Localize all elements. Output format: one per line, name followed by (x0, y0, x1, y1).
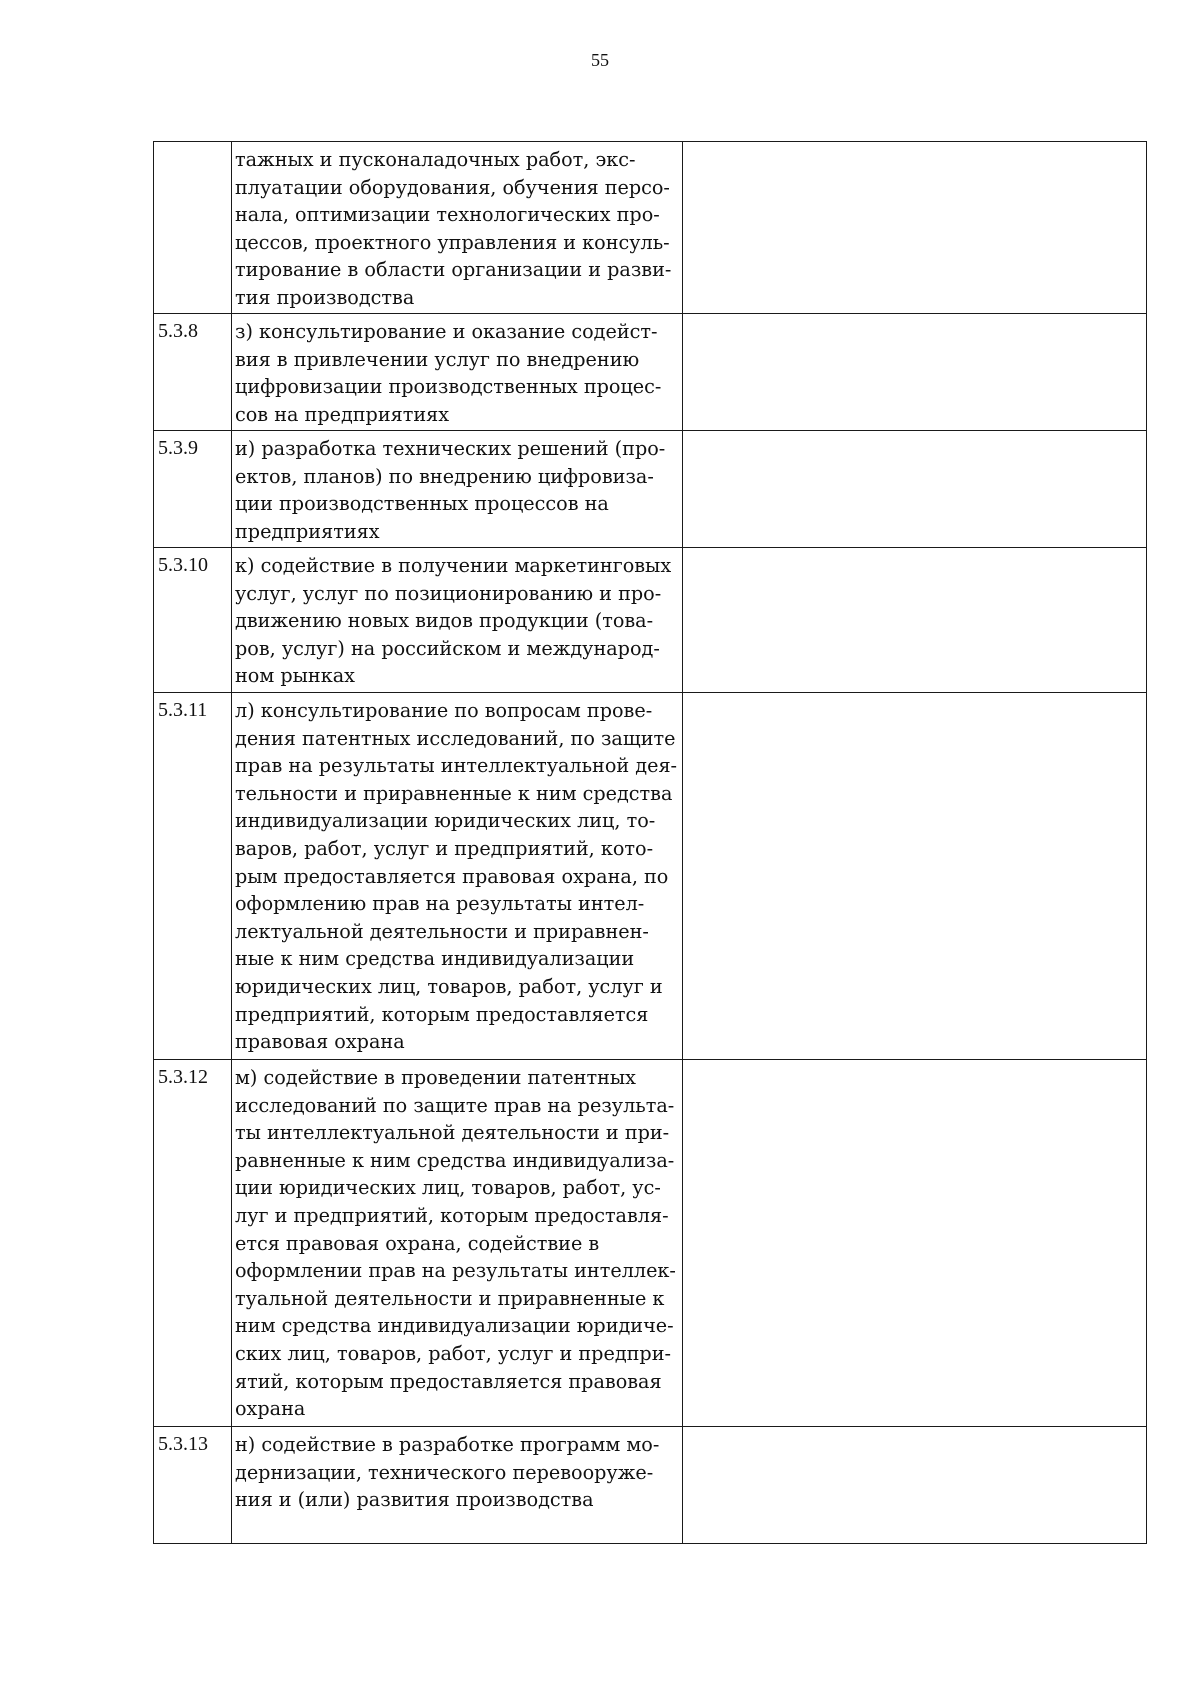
empty-cell (683, 142, 1147, 314)
item-number: 5.3.13 (154, 1427, 232, 1544)
table-row (154, 314, 1147, 431)
item-number: 5.3.9 (154, 431, 232, 548)
description-line: охрана (235, 1397, 306, 1421)
description-line: сов на предприятиях (235, 402, 450, 426)
table-row (154, 142, 1147, 314)
description-line: тия производства (235, 285, 415, 309)
item-description (232, 1427, 683, 1544)
table-body (154, 142, 1147, 1544)
table-row (154, 693, 1147, 1060)
description-line: ских лиц, товаров, работ, услуг и предпри- (235, 1341, 671, 1365)
item-number: 5.3.8 (154, 314, 232, 431)
services-table (153, 141, 1147, 1544)
description-line: з) консультирование и оказание содейст- (235, 320, 658, 343)
page-number: 55 (591, 50, 609, 70)
description-line: исследований по защите прав на результа- (235, 1093, 675, 1117)
item-description (232, 142, 683, 314)
description-line: ров, услуг) на российском и международ- (235, 636, 660, 660)
item-description (232, 431, 683, 548)
description-line: дения патентных исследований, по защите (235, 726, 676, 750)
description-line: ним средства индивидуализации юридиче- (235, 1314, 674, 1338)
description-line: правовая охрана (235, 1030, 405, 1054)
description-line: ется правовая охрана, содействие в (235, 1231, 600, 1255)
empty-cell (683, 431, 1147, 548)
description-line: ектов, планов) по внедрению цифровиза- (235, 464, 654, 488)
item-description (232, 1060, 683, 1427)
description-line: лектуальной деятельности и приравнен- (235, 919, 649, 943)
description-line: н) содействие в разработке программ мо- (235, 1433, 660, 1456)
description-line: оформлении прав на результаты интеллек- (235, 1259, 676, 1283)
empty-cell (683, 693, 1147, 1060)
item-number: 5.3.11 (154, 693, 232, 1060)
table-row (154, 1427, 1147, 1544)
description-line: и) разработка технических решений (про- (235, 437, 666, 460)
description-line: рым предоставляется правовая охрана, по (235, 864, 669, 888)
table-row (154, 431, 1147, 548)
description-line: предприятиях (235, 519, 380, 543)
description-line: к) содействие в получении маркетинговых (235, 554, 672, 577)
description-line: цифровизации производственных процес- (235, 375, 662, 399)
description-line: тельности и приравненные к ним средства (235, 781, 673, 805)
description-line: юридических лиц, товаров, работ, услуг и (235, 974, 663, 998)
empty-cell (683, 548, 1147, 693)
description-line: дернизации, технического перевооруже- (235, 1460, 654, 1484)
description-line: л) консультирование по вопросам прове- (235, 699, 653, 722)
description-line: индивидуализации юридических лиц, то- (235, 809, 656, 833)
description-line: ции юридических лиц, товаров, работ, ус- (235, 1176, 661, 1200)
description-line: ции производственных процессов на (235, 492, 609, 516)
table-row (154, 548, 1147, 693)
empty-cell (683, 1060, 1147, 1427)
item-description (232, 314, 683, 431)
item-number (154, 142, 232, 314)
description-line: услуг, услуг по позиционированию и про- (235, 581, 662, 605)
description-line: ятий, которым предоставляется правовая (235, 1369, 662, 1393)
description-line: туальной деятельности и приравненные к (235, 1286, 665, 1310)
item-number: 5.3.12 (154, 1060, 232, 1427)
description-line: предприятий, которым предоставляется (235, 1002, 649, 1026)
description-line: ты интеллектуальной деятельности и при- (235, 1121, 670, 1145)
description-line: ния и (или) развития производства (235, 1488, 594, 1512)
description-line: движению новых видов продукции (това- (235, 609, 654, 633)
empty-cell (683, 1427, 1147, 1544)
description-line: вия в привлечении услуг по внедрению (235, 347, 640, 371)
item-description (232, 548, 683, 693)
description-line: тажных и пусконаладочных работ, экс- (235, 148, 636, 171)
empty-cell (683, 314, 1147, 431)
description-line: луг и предприятий, которым предоставля- (235, 1203, 669, 1227)
description-line: оформлению прав на результаты интел- (235, 892, 645, 916)
item-number: 5.3.10 (154, 548, 232, 693)
description-line: равненные к ним средства индивидуализа- (235, 1148, 675, 1172)
table-row (154, 1060, 1147, 1427)
description-line: ном рынках (235, 664, 355, 688)
description-line: м) содействие в проведении патентных (235, 1066, 636, 1089)
description-line: нала, оптимизации технологических про- (235, 203, 660, 227)
item-description (232, 693, 683, 1060)
description-line: тирование в области организации и разви- (235, 258, 672, 282)
description-line: прав на результаты интеллектуальной дея- (235, 754, 678, 778)
description-line: плуатации оборудования, обучения персо- (235, 175, 670, 199)
description-line: цессов, проектного управления и консуль- (235, 230, 670, 254)
description-line: варов, работ, услуг и предприятий, кото- (235, 836, 654, 860)
description-line: ные к ним средства индивидуализации (235, 947, 635, 971)
